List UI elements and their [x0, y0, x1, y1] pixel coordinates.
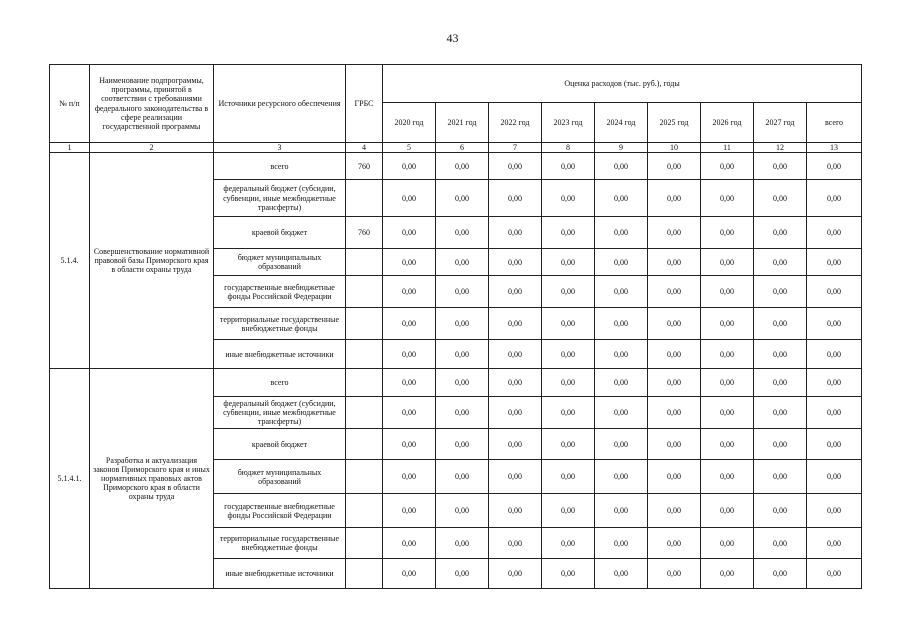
header-estimate: Оценка расходов (тыс. руб.), годы: [383, 65, 862, 103]
expense-value: 0,00: [383, 217, 436, 249]
expense-value: 0,00: [542, 397, 595, 429]
expense-value: 0,00: [754, 494, 807, 528]
expense-value: 0,00: [648, 369, 701, 397]
expense-value: 0,00: [436, 153, 489, 180]
expense-value: 0,00: [383, 429, 436, 460]
expense-value: 0,00: [648, 429, 701, 460]
header-year: 2022 год: [489, 103, 542, 143]
expense-value: 0,00: [648, 494, 701, 528]
expense-value: 0,00: [807, 559, 862, 589]
header-row: [50, 65, 862, 103]
expense-value: 0,00: [542, 369, 595, 397]
expense-value: 0,00: [754, 429, 807, 460]
header-column-number: 3: [214, 143, 346, 153]
grbs-code: [346, 460, 383, 494]
expense-value: 0,00: [807, 494, 862, 528]
expense-value: 0,00: [595, 180, 648, 217]
header-column-number: 2: [90, 143, 214, 153]
funding-source: иные внебюджетные источники: [214, 340, 346, 369]
expense-value: 0,00: [648, 340, 701, 369]
funding-source: территориальные государственные внебюджетные фонды: [214, 528, 346, 559]
grbs-code: [346, 494, 383, 528]
table-body: [50, 153, 862, 589]
header-column-number: 8: [542, 143, 595, 153]
expense-value: 0,00: [648, 460, 701, 494]
expense-value: 0,00: [436, 429, 489, 460]
expense-value: 0,00: [542, 559, 595, 589]
expense-value: 0,00: [383, 153, 436, 180]
expense-value: 0,00: [807, 249, 862, 276]
expense-value: 0,00: [648, 217, 701, 249]
header-name: Наименование подпрограммы, программы, принятой в соответствии с требованиями федерального законодательства в сфере реализации государственной программы: [90, 65, 214, 143]
funding-source: иные внебюджетные источники: [214, 559, 346, 589]
expense-value: 0,00: [754, 559, 807, 589]
expense-value: 0,00: [807, 308, 862, 340]
expense-value: 0,00: [648, 153, 701, 180]
expense-value: 0,00: [542, 153, 595, 180]
funding-source: краевой бюджет: [214, 429, 346, 460]
item-code: 5.1.4.: [50, 153, 90, 369]
expense-value: 0,00: [701, 217, 754, 249]
grbs-code: [346, 340, 383, 369]
header-column-number: 7: [489, 143, 542, 153]
expense-value: 0,00: [807, 153, 862, 180]
expense-value: 0,00: [595, 460, 648, 494]
expense-value: 0,00: [807, 397, 862, 429]
header-year: 2027 год: [754, 103, 807, 143]
expense-value: 0,00: [701, 153, 754, 180]
grbs-code: [346, 369, 383, 397]
expense-value: 0,00: [489, 429, 542, 460]
item-name: Совершенствование нормативной правовой базы Приморского края в области охраны труда: [90, 153, 214, 369]
expense-value: 0,00: [489, 217, 542, 249]
funding-source: краевой бюджет: [214, 217, 346, 249]
expense-value: 0,00: [807, 217, 862, 249]
expense-value: 0,00: [542, 460, 595, 494]
expense-value: 0,00: [489, 153, 542, 180]
expense-value: 0,00: [595, 429, 648, 460]
expense-value: 0,00: [701, 180, 754, 217]
grbs-code: [346, 528, 383, 559]
header-year: всего: [807, 103, 862, 143]
expense-value: 0,00: [489, 494, 542, 528]
grbs-code: [346, 249, 383, 276]
expense-value: 0,00: [595, 494, 648, 528]
expense-value: 0,00: [754, 528, 807, 559]
expense-value: 0,00: [436, 397, 489, 429]
expense-value: 0,00: [595, 397, 648, 429]
expense-value: 0,00: [436, 308, 489, 340]
header-column-numbers-row: [50, 143, 862, 153]
expense-value: 0,00: [436, 494, 489, 528]
expense-value: 0,00: [383, 397, 436, 429]
expense-value: 0,00: [436, 559, 489, 589]
expense-value: 0,00: [383, 369, 436, 397]
expense-value: 0,00: [383, 180, 436, 217]
grbs-code: 760: [346, 153, 383, 180]
expense-value: 0,00: [701, 528, 754, 559]
expense-value: 0,00: [542, 528, 595, 559]
expense-value: 0,00: [383, 528, 436, 559]
expense-value: 0,00: [489, 369, 542, 397]
header-column-number: 12: [754, 143, 807, 153]
expense-value: 0,00: [436, 460, 489, 494]
header-column-number: 5: [383, 143, 436, 153]
expense-value: 0,00: [754, 369, 807, 397]
expense-value: 0,00: [595, 249, 648, 276]
expense-value: 0,00: [489, 180, 542, 217]
header-year: 2023 год: [542, 103, 595, 143]
expense-value: 0,00: [807, 340, 862, 369]
expense-value: 0,00: [701, 249, 754, 276]
expense-value: 0,00: [648, 559, 701, 589]
expense-value: 0,00: [754, 460, 807, 494]
expense-value: 0,00: [701, 308, 754, 340]
expense-value: 0,00: [648, 397, 701, 429]
expense-value: 0,00: [542, 429, 595, 460]
item-name: Разработка и актуализация законов Приморского края и иных нормативных правовых актов Приморского края в области охраны труда: [90, 369, 214, 589]
expense-value: 0,00: [383, 340, 436, 369]
funding-source: территориальные государственные внебюджетные фонды: [214, 308, 346, 340]
expense-value: 0,00: [436, 528, 489, 559]
expense-value: 0,00: [489, 559, 542, 589]
expense-value: 0,00: [489, 276, 542, 308]
header-column-number: 9: [595, 143, 648, 153]
expense-value: 0,00: [383, 249, 436, 276]
expense-value: 0,00: [542, 494, 595, 528]
expense-value: 0,00: [383, 494, 436, 528]
expense-value: 0,00: [595, 217, 648, 249]
header-column-number: 10: [648, 143, 701, 153]
expense-value: 0,00: [701, 340, 754, 369]
expense-value: 0,00: [542, 276, 595, 308]
header-column-number: 6: [436, 143, 489, 153]
expense-value: 0,00: [595, 559, 648, 589]
expense-value: 0,00: [489, 460, 542, 494]
expense-value: 0,00: [595, 369, 648, 397]
funding-source: всего: [214, 153, 346, 180]
expense-value: 0,00: [701, 397, 754, 429]
expense-value: 0,00: [648, 249, 701, 276]
expense-value: 0,00: [807, 180, 862, 217]
expense-value: 0,00: [754, 340, 807, 369]
funding-source: федеральный бюджет (субсидии, субвенции, иные межбюджетные трансферты): [214, 180, 346, 217]
expenditure-table: [49, 64, 862, 589]
header-column-number: 13: [807, 143, 862, 153]
expense-value: 0,00: [807, 528, 862, 559]
expense-value: 0,00: [754, 397, 807, 429]
expense-value: 0,00: [436, 217, 489, 249]
expense-value: 0,00: [436, 340, 489, 369]
expense-value: 0,00: [754, 217, 807, 249]
header-num: № п/п: [50, 65, 90, 143]
expense-value: 0,00: [648, 528, 701, 559]
expense-value: 0,00: [383, 559, 436, 589]
header-column-number: 4: [346, 143, 383, 153]
expense-value: 0,00: [383, 308, 436, 340]
expense-value: 0,00: [701, 460, 754, 494]
expense-value: 0,00: [754, 249, 807, 276]
table-row: [50, 153, 862, 180]
expense-value: 0,00: [754, 308, 807, 340]
table-row: [50, 369, 862, 397]
funding-source: федеральный бюджет (субсидии, субвенции, иные межбюджетные трансферты): [214, 397, 346, 429]
grbs-code: [346, 180, 383, 217]
expense-value: 0,00: [807, 276, 862, 308]
expense-value: 0,00: [701, 276, 754, 308]
expense-value: 0,00: [489, 397, 542, 429]
expense-value: 0,00: [489, 340, 542, 369]
expense-value: 0,00: [807, 460, 862, 494]
header-column-number: 1: [50, 143, 90, 153]
header-sources: Источники ресурсного обеспечения: [214, 65, 346, 143]
header-year: 2020 год: [383, 103, 436, 143]
grbs-code: 760: [346, 217, 383, 249]
expense-value: 0,00: [542, 308, 595, 340]
expense-value: 0,00: [807, 369, 862, 397]
expense-value: 0,00: [595, 153, 648, 180]
grbs-code: [346, 429, 383, 460]
header-grbs: ГРБС: [346, 65, 383, 143]
expense-value: 0,00: [542, 249, 595, 276]
page-number: 43: [446, 31, 459, 45]
expense-value: 0,00: [754, 180, 807, 217]
expense-value: 0,00: [436, 249, 489, 276]
expense-value: 0,00: [383, 460, 436, 494]
item-code: 5.1.4.1.: [50, 369, 90, 589]
expense-value: 0,00: [754, 276, 807, 308]
expense-value: 0,00: [489, 308, 542, 340]
expense-value: 0,00: [595, 276, 648, 308]
grbs-code: [346, 397, 383, 429]
expense-value: 0,00: [436, 369, 489, 397]
expense-value: 0,00: [648, 180, 701, 217]
expense-value: 0,00: [807, 429, 862, 460]
funding-source: всего: [214, 369, 346, 397]
funding-source: бюджет муниципальных образований: [214, 460, 346, 494]
expense-value: 0,00: [542, 180, 595, 217]
funding-source: бюджет муниципальных образований: [214, 249, 346, 276]
expense-value: 0,00: [701, 429, 754, 460]
header-year: 2025 год: [648, 103, 701, 143]
expense-value: 0,00: [542, 217, 595, 249]
grbs-code: [346, 276, 383, 308]
header-year: 2024 год: [595, 103, 648, 143]
header-year: 2026 год: [701, 103, 754, 143]
expense-value: 0,00: [701, 369, 754, 397]
expense-value: 0,00: [436, 180, 489, 217]
expense-value: 0,00: [754, 153, 807, 180]
header-year: 2021 год: [436, 103, 489, 143]
expense-value: 0,00: [648, 276, 701, 308]
expense-value: 0,00: [489, 528, 542, 559]
expense-value: 0,00: [383, 276, 436, 308]
grbs-code: [346, 308, 383, 340]
grbs-code: [346, 559, 383, 589]
expense-value: 0,00: [595, 308, 648, 340]
header-column-number: 11: [701, 143, 754, 153]
expense-value: 0,00: [595, 340, 648, 369]
expense-value: 0,00: [542, 340, 595, 369]
funding-source: государственные внебюджетные фонды Российской Федерации: [214, 494, 346, 528]
expense-value: 0,00: [701, 559, 754, 589]
expense-value: 0,00: [648, 308, 701, 340]
expense-value: 0,00: [595, 528, 648, 559]
expense-value: 0,00: [436, 276, 489, 308]
expense-value: 0,00: [701, 494, 754, 528]
expense-value: 0,00: [489, 249, 542, 276]
funding-source: государственные внебюджетные фонды Российской Федерации: [214, 276, 346, 308]
